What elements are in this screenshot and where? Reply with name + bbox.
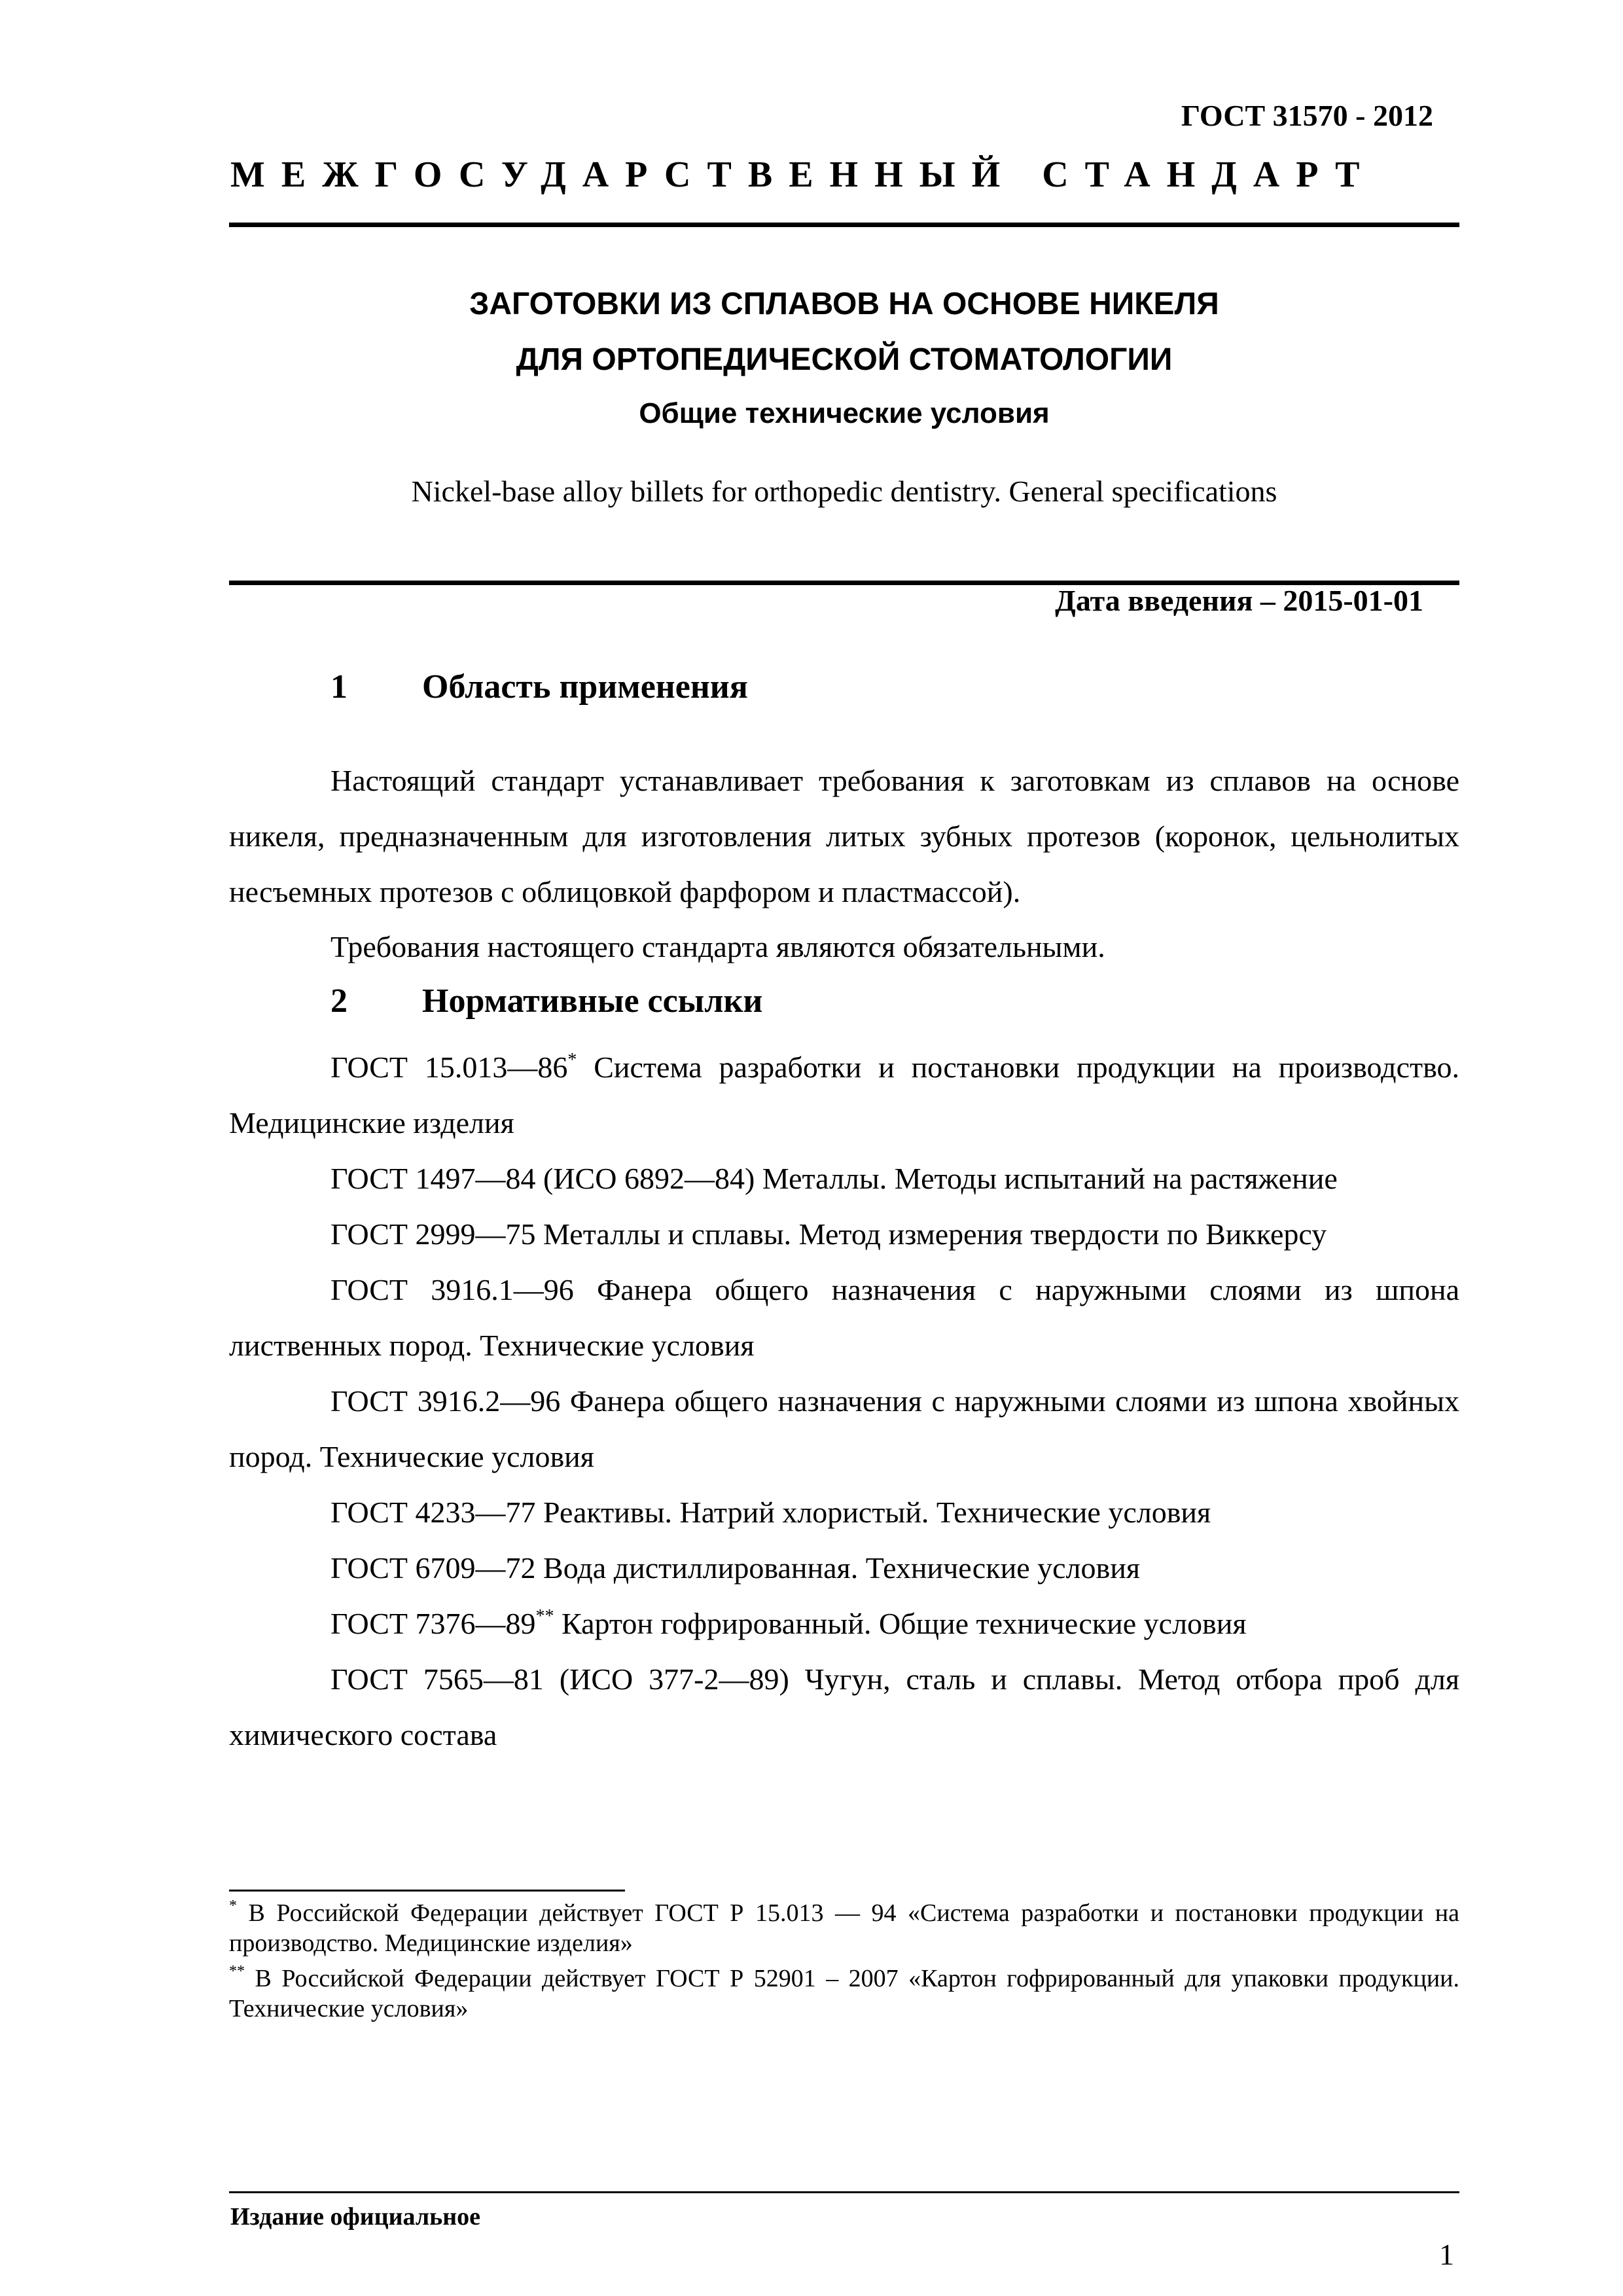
reference-item — [229, 1596, 1459, 1651]
bottom-divider — [229, 2191, 1459, 2193]
reference-item — [229, 1373, 1459, 1484]
section-2-title: Нормативные ссылки — [422, 982, 763, 1020]
reference-code: ГОСТ 4233—77 — [330, 1496, 536, 1529]
introduction-date: Дата введения – 2015-01-01 — [1055, 584, 1423, 617]
document-title-line-2: ДЛЯ ОРТОПЕДИЧЕСКОЙ СТОМАТОЛОГИИ — [516, 342, 1173, 377]
document-subtitle: Общие технические условия — [639, 397, 1050, 429]
reference-item — [229, 1484, 1459, 1540]
reference-text: (ИСО 377-2—89) Чугун, сталь и сплавы. Метод отбора проб для химического состава — [229, 1662, 1460, 1751]
footnote-mark: * — [567, 1050, 577, 1070]
footnote-mark: * — [229, 1897, 237, 1914]
reference-code: ГОСТ 7565—81 — [330, 1662, 544, 1696]
reference-item — [229, 1206, 1459, 1262]
reference-text: Металлы и сплавы. Метод измерения твердости по Виккерсу — [543, 1217, 1327, 1251]
reference-code: ГОСТ 6709—72 — [330, 1551, 536, 1585]
section-1-heading — [330, 668, 985, 713]
standard-kind-heading: МЕЖГОСУДАРСТВЕННЫЙ СТАНДАРТ — [230, 154, 1376, 195]
reference-text: Вода дистиллированная. Технические условия — [543, 1551, 1140, 1585]
reference-code: ГОСТ 3916.2—96 — [330, 1384, 561, 1418]
footnote — [229, 1898, 1459, 1958]
reference-text: Картон гофрированный. Общие технические условия — [562, 1607, 1247, 1640]
english-title: Nickel-base alloy billets for orthopedic dentistry. General specifications — [411, 475, 1277, 508]
reference-item — [229, 1651, 1459, 1763]
page-number: 1 — [1439, 2238, 1454, 2271]
footnote-text: В Российской Федерации действует ГОСТ Р 52901 – 2007 «Картон гофрированный для упаковки продукции. Технические условия» — [229, 1965, 1459, 2022]
standard-number: ГОСТ 31570 - 2012 — [1181, 99, 1433, 132]
reference-code: ГОСТ 7376—89 — [330, 1607, 536, 1640]
reference-code: ГОСТ 15.013—86 — [330, 1050, 568, 1084]
reference-item — [229, 1039, 1459, 1151]
section-1-number: 1 — [330, 668, 348, 706]
edition-label: Издание официальное — [230, 2203, 481, 2231]
footnote — [229, 1964, 1459, 2024]
section-1-paragraph-1: Настоящий стандарт устанавливает требования к заготовкам из сплавов на основе никеля, предназначенным для изготовления литых зубных протезов (коронок, цельнолитых несъемных протезов с облицовкой фарфором и пластмассой). — [229, 764, 1459, 908]
reference-text: (ИСО 6892—84) Металлы. Методы испытаний на растяжение — [543, 1162, 1338, 1195]
section-2-number: 2 — [330, 982, 348, 1020]
footnote-mark: ** — [229, 1963, 245, 1980]
reference-item — [229, 1540, 1459, 1596]
reference-code: ГОСТ 3916.1—96 — [330, 1273, 574, 1306]
reference-item — [229, 1151, 1459, 1206]
top-divider — [229, 223, 1459, 227]
reference-code: ГОСТ 2999—75 — [330, 1217, 536, 1251]
footnote-text: В Российской Федерации действует ГОСТ Р 15.013 — 94 «Система разработки и постановки продукции на производство. Медицинские изделия» — [229, 1899, 1460, 1957]
reference-text: Фанера общего назначения с наружными слоями из шпона лиственных пород. Технические условия — [229, 1273, 1460, 1362]
section-1-title: Область применения — [422, 668, 748, 706]
reference-item — [229, 1262, 1459, 1373]
document-title-line-1: ЗАГОТОВКИ ИЗ СПЛАВОВ НА ОСНОВЕ НИКЕЛЯ — [469, 287, 1219, 321]
reference-code: ГОСТ 1497—84 — [330, 1162, 536, 1195]
footnote-separator — [229, 1890, 625, 1892]
footnote-mark: ** — [535, 1606, 554, 1626]
section-2-heading — [330, 982, 985, 1028]
reference-text: Система разработки и постановки продукции на производство. Медицинские изделия — [229, 1050, 1459, 1139]
section-1-paragraph-2: Требования настоящего стандарта являются обязательными. — [330, 930, 1105, 963]
reference-text: Фанера общего назначения с наружными слоями из шпона хвойных пород. Технические условия — [229, 1384, 1460, 1473]
reference-text: Реактивы. Натрий хлористый. Технические условия — [543, 1496, 1211, 1529]
